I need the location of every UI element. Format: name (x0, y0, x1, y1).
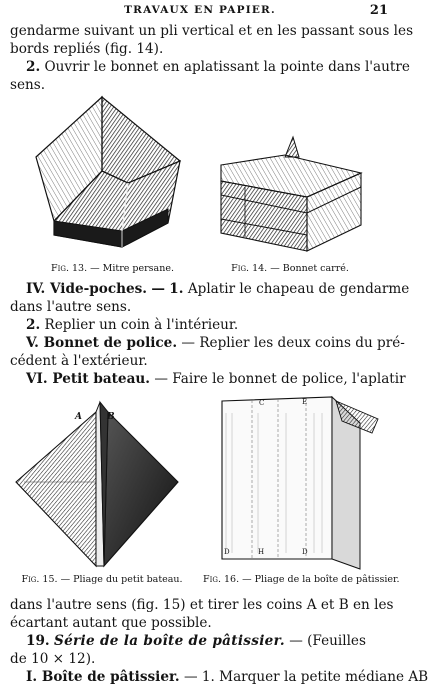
figure-label: Fig. 13. (51, 263, 88, 274)
item-vi: VI. Petit bateau. — Faire le bonnet de police, l'aplatir (26, 371, 406, 387)
figure-title: — Pliage du petit bateau. (60, 574, 183, 585)
top-paragraph (10, 22, 414, 94)
text-line: dans l'autre sens (fig. 15) et tirer les coins A et B en les (10, 597, 394, 613)
page-number: 21 (369, 3, 388, 18)
text-line: de 10 × 12). (10, 651, 96, 667)
section-heading: 19. Série de la boîte de pâtissier. — (Feuilles (26, 633, 366, 649)
item-label: VI. Petit bateau. (26, 371, 150, 387)
item-i: I. Boîte de pâtissier. — 1. Marquer la petite médiane AB (26, 669, 428, 685)
figure-14-caption (220, 263, 360, 274)
letter-b: B (107, 412, 115, 422)
text-line: dans l'autre sens. (10, 299, 132, 315)
middle-paragraphs (10, 280, 410, 388)
item-iv-step2: 2. Replier un coin à l'intérieur. (26, 317, 239, 333)
step-text: Ouvrir le bonnet en aplatissant la pointe dans l'autre (44, 59, 410, 75)
figure-15-bateau (12, 400, 187, 572)
section-number: 19. (26, 633, 50, 649)
figure-title: — Mitre persane. (90, 263, 174, 274)
letter-d: D (224, 548, 230, 556)
item-iv: IV. Vide-poches. — 1. Aplatir le chapeau de gendarme (26, 281, 410, 297)
text-line: bords repliés (fig. 14). (10, 41, 164, 57)
figure-title: — Bonnet carré. (270, 263, 349, 274)
step-paragraph (10, 58, 410, 76)
letter-d2: D (302, 548, 308, 556)
bottom-paragraphs (10, 596, 428, 686)
text-line: gendarme suivant un pli vertical et en les passant sous les (10, 23, 414, 39)
text-line: sens. (10, 77, 46, 93)
letter-c: C (259, 399, 265, 407)
item-label: I. Boîte de pâtissier. (26, 669, 180, 685)
figure-13-mitre (30, 95, 190, 260)
step-number: 2. (26, 59, 41, 75)
letter-h: H (258, 548, 265, 556)
figure-15-caption (12, 574, 192, 585)
letter-a: A (75, 412, 82, 422)
figure-14-bonnet (215, 135, 365, 260)
figure-title: — Pliage de la boîte de pâtissier. (242, 574, 400, 585)
item-v: V. Bonnet de police. — Replier les deux coins du pré- (26, 335, 405, 351)
item-label: IV. Vide-poches. (26, 281, 148, 297)
section-title: Série de la boîte de pâtissier. (53, 633, 285, 649)
letter-e: E (302, 398, 308, 406)
running-head: TRAVAUX EN PAPIER. (124, 4, 276, 16)
figure-label: Fig. 16. (203, 574, 240, 585)
text-line: écartant autant que possible. (10, 615, 212, 631)
page-header (0, 3, 400, 21)
figure-13-caption (35, 263, 190, 274)
figure-label: Fig. 14. (231, 263, 268, 274)
figure-label: Fig. 15. (21, 574, 58, 585)
figure-16-caption (203, 574, 400, 585)
figure-16-boite (218, 393, 390, 571)
item-label: V. Bonnet de police. (26, 335, 178, 351)
text-line: cédent à l'extérieur. (10, 353, 148, 369)
